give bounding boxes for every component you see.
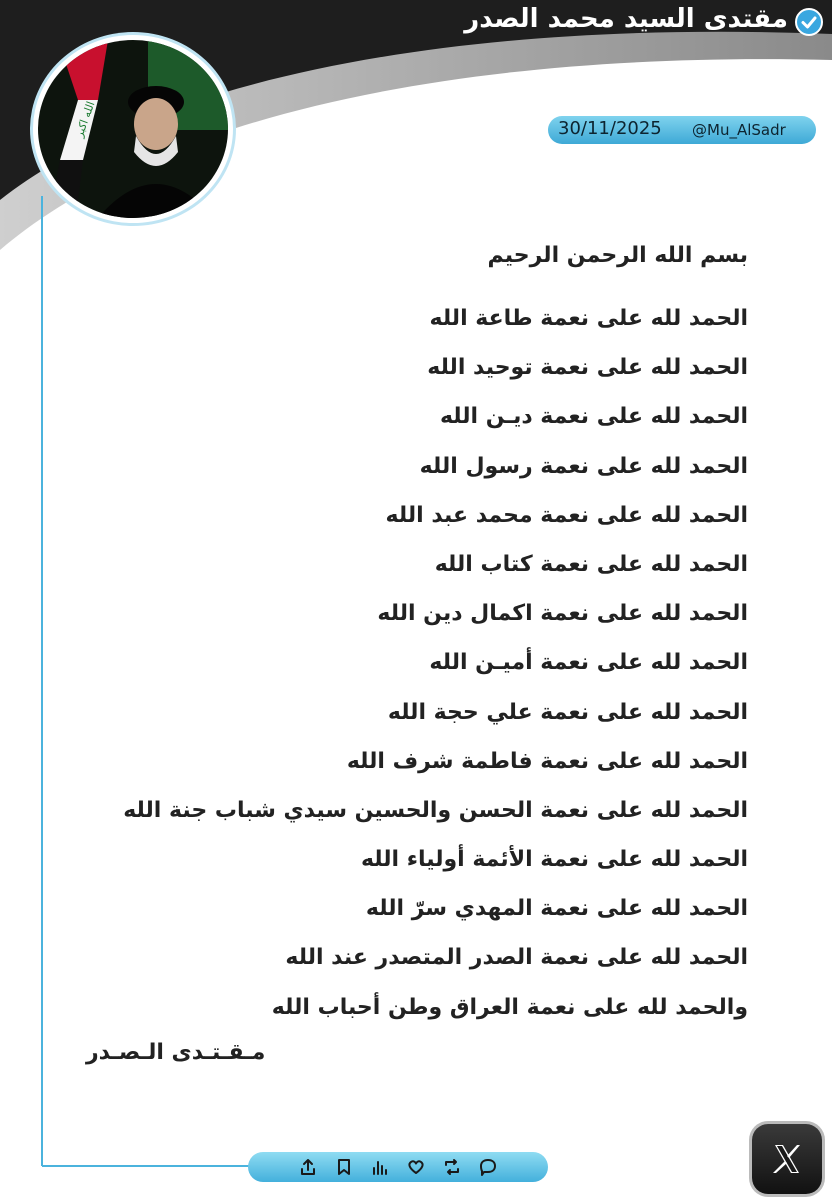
post-line: الحمد لله على نعمة الأئمة أولياء الله xyxy=(360,847,748,873)
account-name[interactable]: مقتدى السيد محمد الصدر xyxy=(464,4,788,34)
views-icon[interactable] xyxy=(367,1154,393,1180)
avatar-portrait-icon xyxy=(38,40,228,218)
reply-icon[interactable] xyxy=(475,1154,501,1180)
date-handle-pill xyxy=(548,116,816,144)
post-line: الحمد لله على نعمة توحيد الله xyxy=(427,355,748,381)
repost-icon[interactable] xyxy=(439,1154,465,1180)
post-line: الحمد لله على نعمة طاعة الله xyxy=(429,306,748,331)
post-body xyxy=(60,236,748,1032)
like-icon[interactable] xyxy=(403,1154,429,1180)
post-line: الحمد لله على نعمة المهدي سرّ الله xyxy=(365,896,748,922)
post-heading: بسم الله الرحمن الرحيم xyxy=(487,243,748,268)
verified-badge-icon xyxy=(794,7,824,37)
post-line: الحمد لله على نعمة أميـن الله xyxy=(429,650,748,676)
post-line: الحمد لله على نعمة اكمال دين الله xyxy=(377,601,748,627)
account-handle[interactable]: @Mu_AlSadr xyxy=(692,121,786,139)
avatar[interactable] xyxy=(38,40,228,218)
post-line: والحمد لله على نعمة العراق وطن أحباب الله xyxy=(271,994,748,1020)
share-icon[interactable] xyxy=(295,1154,321,1180)
post-line: الحمد لله على نعمة ديـن الله xyxy=(439,404,748,430)
post-line: الحمد لله على نعمة رسول الله xyxy=(419,453,748,479)
post-line: الحمد لله على نعمة الصدر المتصدر عند الله xyxy=(285,945,748,971)
post-date: 30/11/2025 xyxy=(558,118,662,139)
post-line: الحمد لله على نعمة الحسن والحسين سيدي شباب جنة الله xyxy=(123,797,748,823)
x-logo-icon[interactable] xyxy=(752,1124,822,1194)
post-signature: مـقـتـدى الـصـدر xyxy=(86,1040,266,1065)
post-action-bar xyxy=(248,1152,548,1182)
post-line: الحمد لله على نعمة كتاب الله xyxy=(434,551,748,577)
post-line: الحمد لله على نعمة فاطمة شرف الله xyxy=(346,748,748,774)
svg-text:الله اكبر: الله اكبر xyxy=(72,99,98,140)
bookmark-icon[interactable] xyxy=(331,1154,357,1180)
post-line: الحمد لله على نعمة محمد عبد الله xyxy=(385,502,748,528)
post-line: الحمد لله على نعمة علي حجة الله xyxy=(387,699,748,725)
